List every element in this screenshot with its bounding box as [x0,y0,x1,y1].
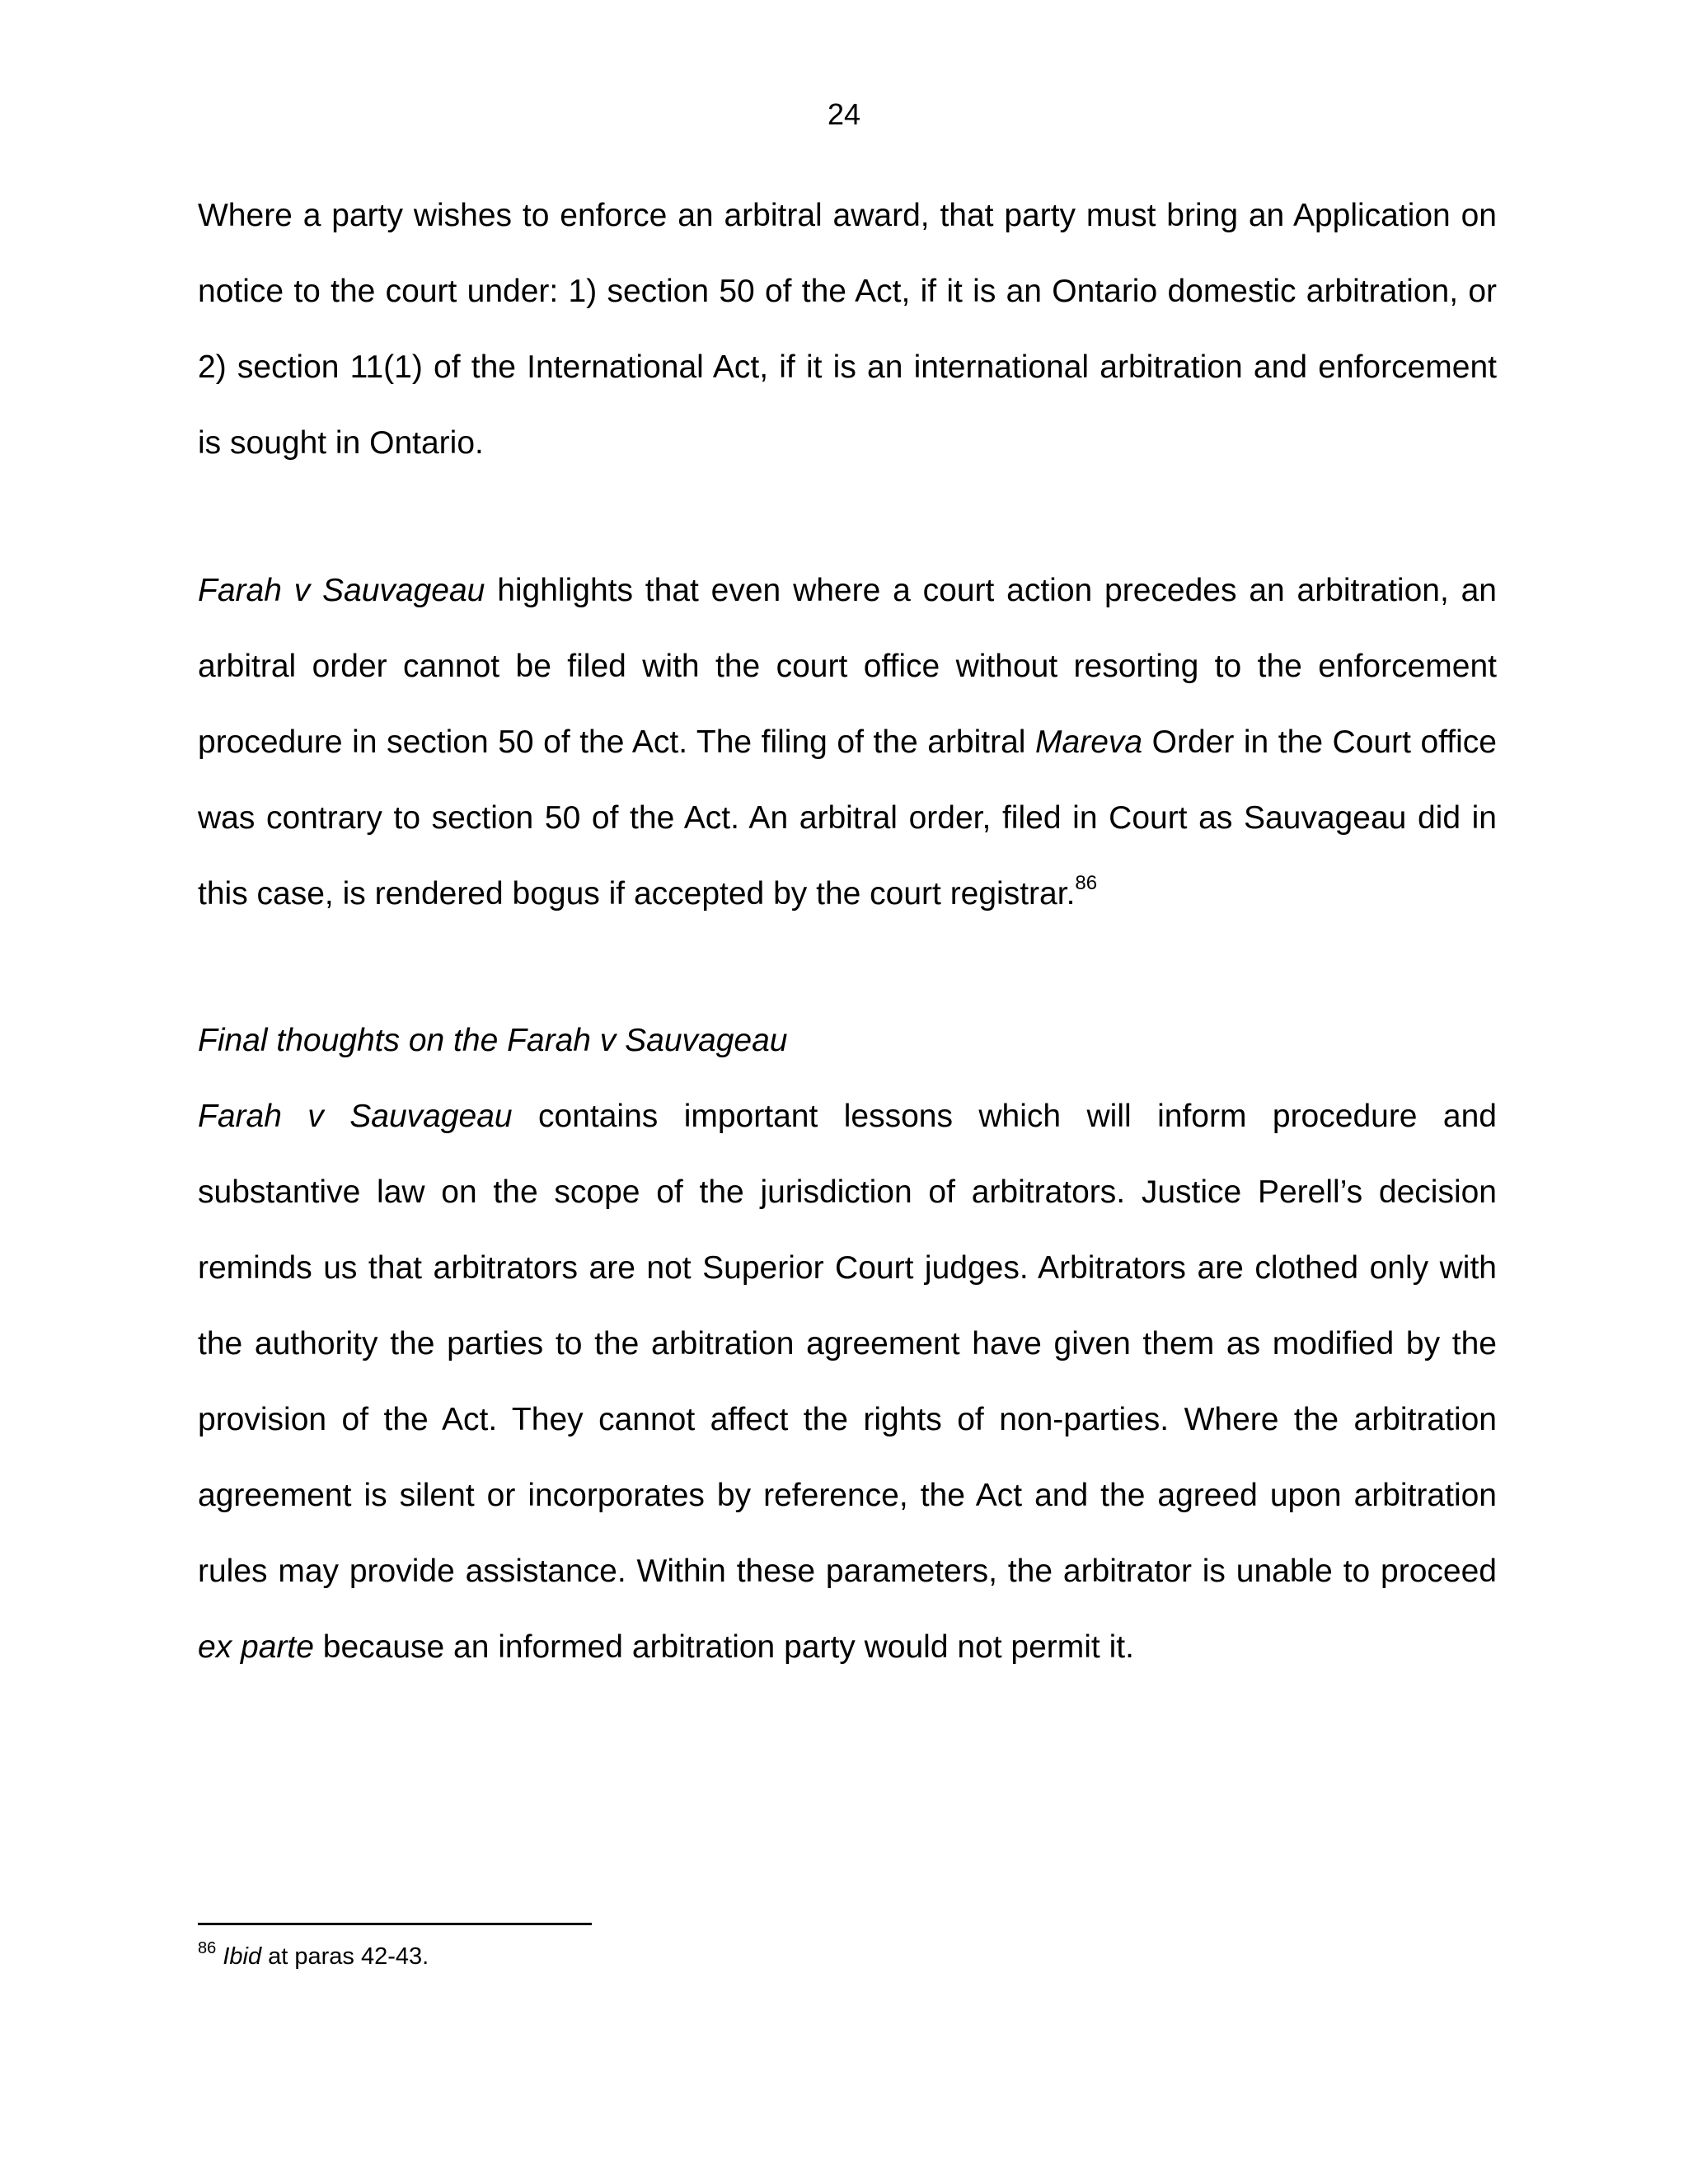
paragraph-enforcement [198,178,1497,481]
paragraph-farah-highlights [198,553,1497,932]
page-number: 24 [827,97,861,131]
case-name-farah: Farah v Sauvageau [198,573,485,608]
paragraph-final-thoughts [198,1079,1497,1685]
case-name-farah-2: Farah v Sauvageau [198,1099,513,1134]
paragraph-farah-text-1: highlights that even where a court action precedes an arbitration, an arbitral order cannot be filed with the court office without resorting to the enforcement procedure in section 50 of the Act. The filing of the arbitral [198,573,1497,760]
footnote-reference: 86 [1075,872,1098,894]
paragraph-farah-text-2: Order in the Court office was contrary to section 50 of the Act. An arbitral order, filed in Court as Sauvageau did in this case, is rendered bogus if accepted by the court registrar. [198,724,1497,912]
paragraph-enforcement-text: Where a party wishes to enforce an arbitral award, that party must bring an Application on notice to the court under: 1) section 50 of the Act, if it is an Ontario domestic arbitration, or 2) section 11(1) of the International Act, if it is an international arbitration and enforcement is sought in Ontario. [198,198,1497,461]
paragraph-final-text-2: because an informed arbitration party would not permit it. [313,1629,1134,1665]
footnote [198,1938,1497,1975]
footnote-ibid: Ibid [223,1943,262,1970]
section-heading: Final thoughts on the Farah v Sauvageau [198,1023,788,1058]
footnote-separator [198,1923,592,1925]
footnote-text: at paras 42-43. [261,1943,429,1970]
ex-parte-term: ex parte [198,1629,314,1665]
mareva-term: Mareva [1035,724,1143,760]
paragraph-final-text-1: contains important lessons which will inform procedure and substantive law on the scope of the jurisdiction of arbitrators. Justice Perell’s decision reminds us that arbitrators are not Superior Court judges. Arbitrators are clothed only with the authority the parties to the arbitration agreement have given them as modified by the provision of the Act. They cannot affect the rights of non-parties. Where the arbitration agreement is silent or incorporates by reference, the Act and the agreed upon arbitration rules may provide assistance. Within these parameters, the arbitrator is unable to proceed [198,1099,1497,1589]
footnote-number: 86 [198,1939,217,1958]
